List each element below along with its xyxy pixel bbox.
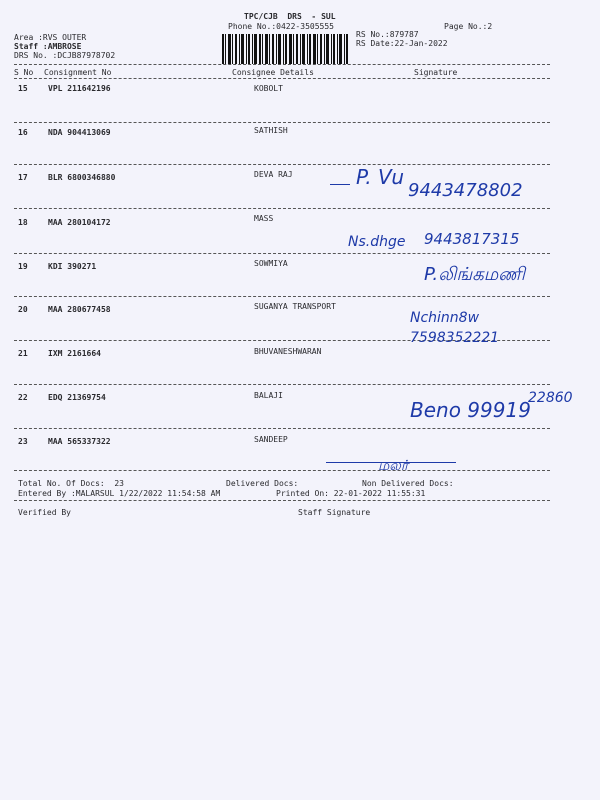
page-number: Page No.:2 xyxy=(444,22,493,31)
row-consignment: VPL 211642196 xyxy=(48,84,111,93)
delivered-docs: Delivered Docs: xyxy=(226,479,299,488)
col-signature: Signature xyxy=(414,68,458,77)
rs-date: RS Date:22-Jan-2022 xyxy=(356,39,448,48)
area-label: Area :RVS OUTER xyxy=(14,33,87,42)
non-delivered-docs: Non Delivered Docs: xyxy=(362,479,454,488)
row-consignment: EDQ 21369754 xyxy=(48,393,106,402)
row-consignment: NDA 904413069 xyxy=(48,128,111,137)
barcode-image xyxy=(222,34,348,64)
row-sno: 16 xyxy=(18,128,28,137)
document-title: TPC/CJB DRS - SUL xyxy=(244,12,336,21)
row-consignee: BALAJI xyxy=(254,391,283,400)
phone-number: Phone No.:0422-3505555 xyxy=(228,22,334,31)
signature-row-22-number: 22860 xyxy=(528,390,573,406)
row-consignee: SANDEEP xyxy=(254,435,288,444)
signature-row-17-dash xyxy=(330,184,350,185)
header-top-rule xyxy=(14,64,550,65)
row-consignee: SATHISH xyxy=(254,126,288,135)
signature-row-20-name: Nchinn8w xyxy=(410,310,480,326)
row-divider xyxy=(14,122,550,123)
row-consignee: SOWMIYA xyxy=(254,259,288,268)
row-sno: 21 xyxy=(18,349,28,358)
row-consignment: IXM 2161664 xyxy=(48,349,101,358)
staff-label: Staff :AMBROSE xyxy=(14,42,82,51)
row-consignment: MAA 565337322 xyxy=(48,437,111,446)
staff-signature-label: Staff Signature xyxy=(298,508,371,517)
col-consignee: Consignee Details xyxy=(232,68,314,77)
signature-row-23: மலர் xyxy=(378,458,409,474)
signature-row-18-phone: 9443817315 xyxy=(424,230,520,248)
row-sno: 15 xyxy=(18,84,28,93)
row-divider xyxy=(14,296,550,297)
row-divider xyxy=(14,164,550,165)
row-consignee: MASS xyxy=(254,214,274,223)
row-sno: 18 xyxy=(18,218,28,227)
table-bottom-rule xyxy=(14,470,550,471)
row-consignee: DEVA RAJ xyxy=(254,170,293,179)
header-bottom-rule xyxy=(14,78,550,79)
signature-row-19: P.லிங்கமணி xyxy=(424,264,525,285)
row-divider xyxy=(14,253,550,254)
rs-number: RS No.:879787 xyxy=(356,30,419,39)
row-consignment: BLR 6800346880 xyxy=(48,173,116,182)
row-divider xyxy=(14,208,550,209)
row-divider xyxy=(14,428,550,429)
col-sno: S No xyxy=(14,68,34,77)
signature-row-17-name: P. Vu xyxy=(356,165,405,189)
row-consignment: MAA 280677458 xyxy=(48,305,111,314)
signature-row-22-name: Beno 99919 xyxy=(410,398,531,422)
footer-rule xyxy=(14,500,550,501)
total-docs: Total No. Of Docs: 23 xyxy=(18,479,124,488)
drs-number: DRS No. :DCJB87978702 xyxy=(14,51,116,60)
verified-by: Verified By xyxy=(18,508,71,517)
row-consignee: BHUVANESHWARAN xyxy=(254,347,322,356)
row-sno: 19 xyxy=(18,262,28,271)
row-consignment: MAA 280104172 xyxy=(48,218,111,227)
signature-row-18-name: Ns.dhge xyxy=(348,234,406,250)
row-sno: 23 xyxy=(18,437,28,446)
row-consignee: SUGANYA TRANSPORT xyxy=(254,302,336,311)
row-consignee: KOBOLT xyxy=(254,84,283,93)
entered-by: Entered By :MALARSUL 1/22/2022 11:54:58 AM xyxy=(18,489,221,498)
row-consignment: KDI 390271 xyxy=(48,262,97,271)
signature-row-20-phone: 7598352221 xyxy=(410,330,500,346)
printed-on: Printed On: 22-01-2022 11:55:31 xyxy=(276,489,426,498)
row-divider xyxy=(14,384,550,385)
row-sno: 17 xyxy=(18,173,28,182)
col-consignment: Consignment No xyxy=(44,68,112,77)
signature-row-17-phone: 9443478802 xyxy=(408,180,523,201)
row-sno: 20 xyxy=(18,305,28,314)
row-sno: 22 xyxy=(18,393,28,402)
